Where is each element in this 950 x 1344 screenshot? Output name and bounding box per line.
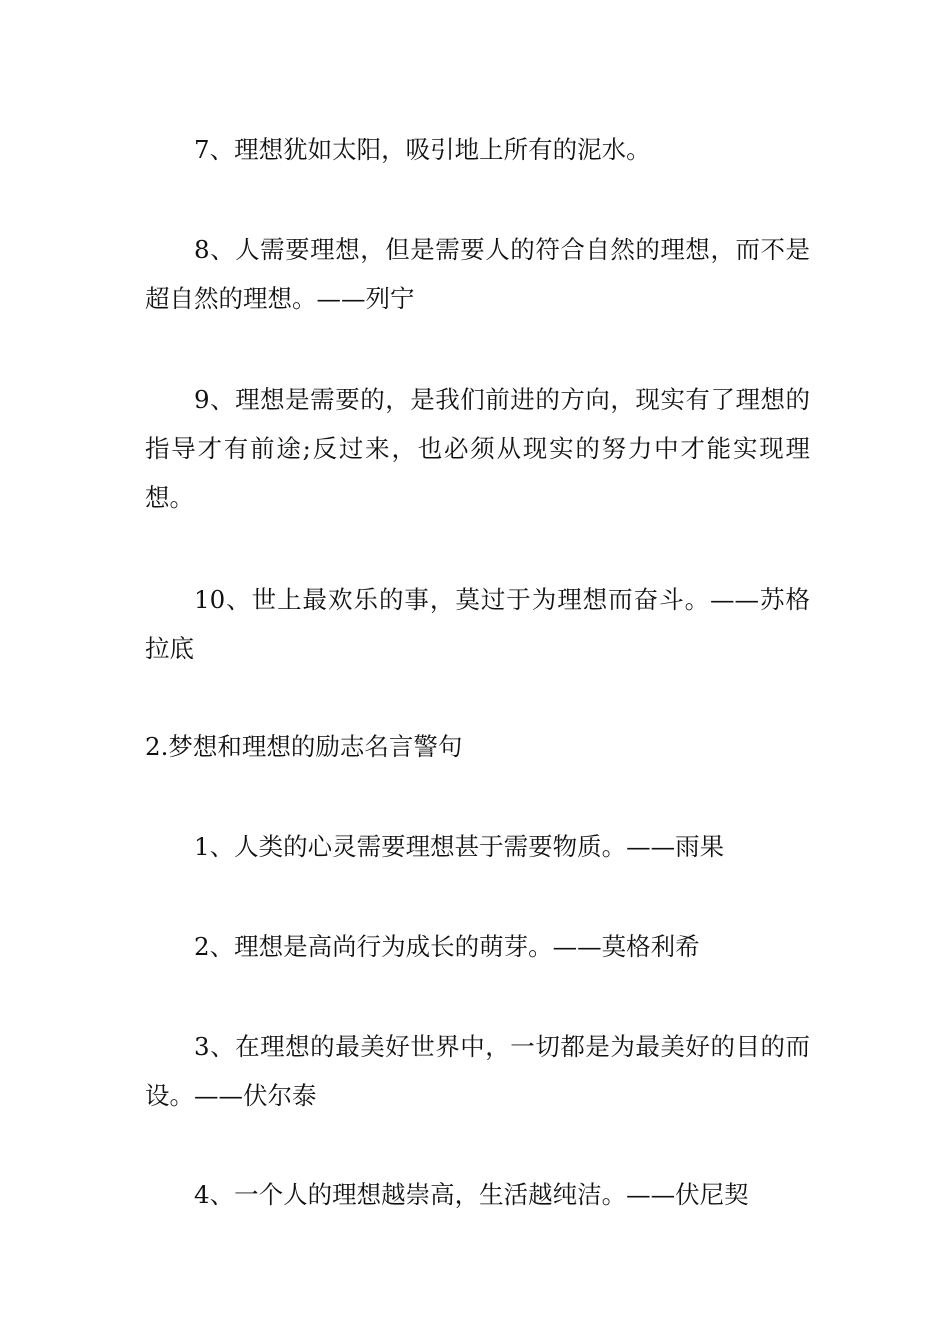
section-heading: 2.梦想和理想的励志名言警句 [145,732,463,761]
quote-paragraph: 2、理想是高尚行为成长的萌芽。——莫格利希 [194,932,700,961]
quote-paragraph: 8、人需要理想，但是需要人的符合自然的理想，而不是超自然的理想。——列宁 [145,235,810,313]
quote-paragraph: 7、理想犹如太阳，吸引地上所有的泥水。 [194,135,651,164]
quote-paragraph: 3、在理想的最美好世界中，一切都是为最美好的目的而设。——伏尔泰 [145,1032,810,1110]
quote-paragraph: 9、理想是需要的，是我们前进的方向，现实有了理想的指导才有前途;反过来，也必须从现实的努力中才能实现理想。 [145,385,810,512]
quote-paragraph: 1、人类的心灵需要理想甚于需要物质。——雨果 [194,832,725,861]
quote-paragraph: 4、一个人的理想越崇高，生活越纯洁。——伏尼契 [194,1180,749,1209]
quote-paragraph: 10、世上最欢乐的事，莫过于为理想而奋斗。——苏格拉底 [145,585,810,663]
